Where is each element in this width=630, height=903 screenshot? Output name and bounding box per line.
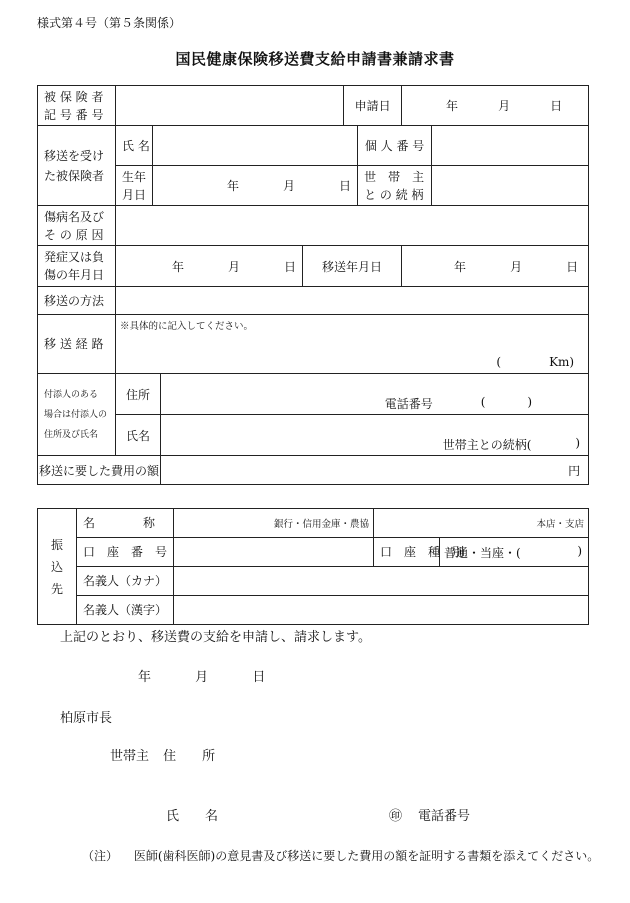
holder-kanji-field[interactable] <box>174 596 589 625</box>
household-relation-field[interactable] <box>432 166 589 206</box>
attendant-phone-label: 電話番号 <box>384 397 433 411</box>
transfer-date-label: 移送年月日 <box>303 246 402 287</box>
insured-number-field[interactable] <box>116 86 344 126</box>
route-note: ※具体的に記入してください。 <box>120 321 254 332</box>
transfer-cost-field[interactable] <box>161 456 589 485</box>
bank-transfer-table <box>37 508 589 625</box>
householder-name-label: 氏 名 <box>166 809 219 824</box>
attendant-name-field[interactable]: 世帯主との続柄( ) <box>161 415 589 456</box>
attendant-address-label: 住所 <box>116 374 161 415</box>
householder-phone-label: 電話番号 <box>418 809 471 824</box>
attendant-address-field[interactable]: 電話番号 ( ) <box>161 374 589 415</box>
householder-address-row: 世帯主 住 所 <box>110 749 216 764</box>
km-unit: Km) <box>549 355 575 369</box>
birth-date-label: 生年 月日 <box>116 166 153 206</box>
apply-date-field[interactable]: 年 月 日 <box>402 86 589 126</box>
declaration-statement: 上記のとおり、移送費の支給を申請し、請求します。 <box>60 630 371 645</box>
form-number: 様式第４号（第５条関係） <box>37 16 182 30</box>
account-type-label: 口 座 種 別 <box>374 538 440 567</box>
head-relation-label: 世帯主との続柄( <box>442 438 532 452</box>
bank-name-label: 名 称 <box>77 509 174 538</box>
transferred-insured-label: 移送を受け た被保険者 <box>38 126 116 206</box>
transfer-cost-label: 移送に要した費用の額 <box>38 456 161 485</box>
attendant-name-label: 氏名 <box>116 415 161 456</box>
transfer-destination-label: 振 込 先 <box>38 509 77 625</box>
yen-unit: 円 <box>568 463 581 478</box>
account-number-field[interactable] <box>174 538 374 567</box>
name-field[interactable] <box>153 126 358 166</box>
transfer-date-field[interactable]: 年 月 日 <box>402 246 589 287</box>
holder-kana-label: 名義人（カナ） <box>77 567 174 596</box>
birth-date-field[interactable]: 年 月 日 <box>153 166 358 206</box>
attendant-label: 付添人のある 場合は付添人の 住所及び氏名 <box>38 374 116 456</box>
application-table <box>37 85 589 485</box>
disease-field[interactable] <box>116 206 589 246</box>
seal-mark: ㊞ <box>389 809 403 824</box>
holder-kana-field[interactable] <box>174 567 589 596</box>
name-label: 氏 名 <box>116 126 153 166</box>
onset-date-field[interactable]: 年 月 日 <box>116 246 303 287</box>
transfer-method-label: 移送の方法 <box>38 287 116 315</box>
addressee: 柏原市長 <box>60 711 113 726</box>
account-type-field[interactable]: 普通・当座・( ) <box>440 538 589 567</box>
onset-date-label: 発症又は負 傷の年月日 <box>38 246 116 287</box>
personal-number-field[interactable] <box>432 126 589 166</box>
footnote: （注） 医師(歯科医師)の意見書及び移送に要した費用の額を証明する書類を添えてください。 <box>82 849 600 863</box>
declaration-date[interactable]: 年 月 日 <box>138 670 266 685</box>
transfer-route-label: 移 送 経 路 <box>38 315 116 374</box>
page-title: 国民健康保険移送費支給申請書兼請求書 <box>175 50 455 68</box>
km-open: ( <box>496 355 502 369</box>
transfer-method-field[interactable] <box>116 287 589 315</box>
insured-number-label: 被 保 険 者 記 号 番 号 <box>38 86 116 126</box>
branch-field[interactable]: 本店・支店 <box>374 509 589 538</box>
bank-name-field[interactable]: 銀行・信用金庫・農協 <box>174 509 374 538</box>
household-relation-label: 世 帯 主 と の 続 柄 <box>358 166 432 206</box>
personal-number-label: 個 人 番 号 <box>358 126 432 166</box>
account-number-label: 口 座 番 号 <box>77 538 174 567</box>
apply-date-label: 申請日 <box>344 86 402 126</box>
transfer-route-field[interactable] <box>116 315 589 374</box>
disease-label: 傷病名及び そ の 原 因 <box>38 206 116 246</box>
holder-kanji-label: 名義人（漢字） <box>77 596 174 625</box>
